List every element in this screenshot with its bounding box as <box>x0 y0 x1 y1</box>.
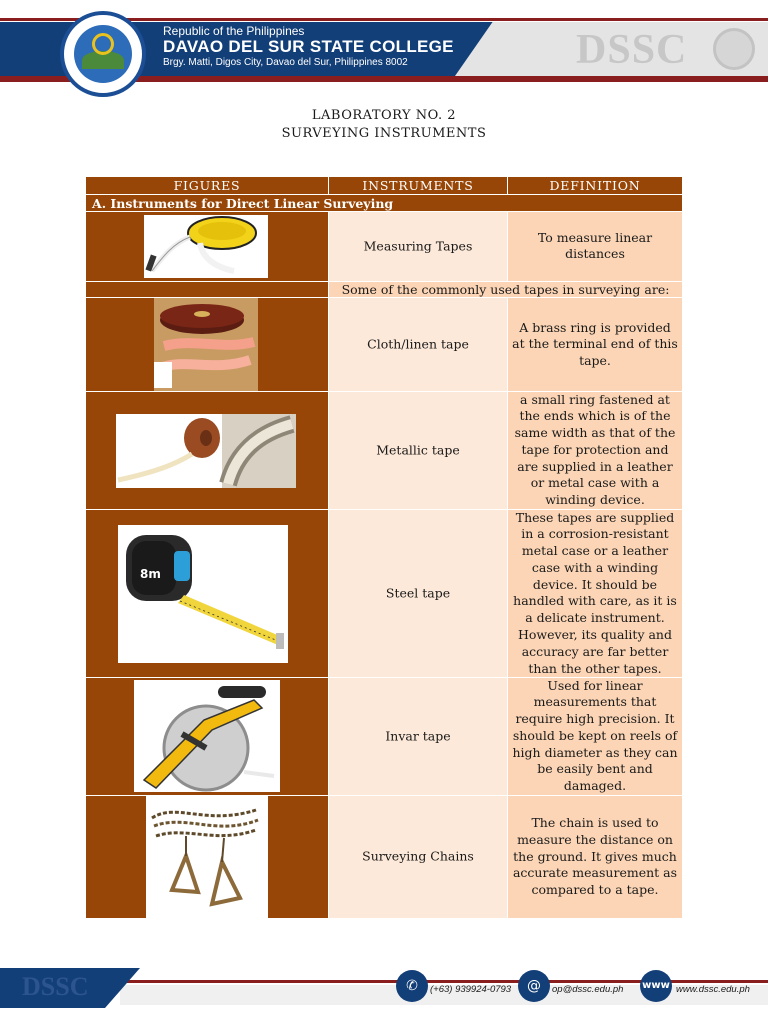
figure-cell <box>86 510 328 677</box>
logo-ring <box>92 33 114 55</box>
instrument-definition: Used for linear measurements that require high precision. It should be kept on reels of high diameter as they can be easily bent and damaged. <box>512 677 678 794</box>
tapes-note: Some of the commonly used tapes in surveying are: <box>329 282 682 297</box>
measuring-tape-photo <box>144 215 268 278</box>
figure-cell <box>86 212 328 281</box>
definition-cell <box>508 678 682 795</box>
invar-tape-photo <box>134 680 280 792</box>
figure-cell <box>86 796 328 918</box>
header-instruments: INSTRUMENTS <box>329 177 507 194</box>
republic-text: Republic of the Philippines <box>163 24 305 38</box>
college-logo <box>60 11 146 97</box>
table-row <box>86 212 682 281</box>
lab-number-title: LABORATORY NO. 2 <box>311 108 457 123</box>
instrument-name: Steel tape <box>385 585 451 601</box>
table-row <box>86 796 682 918</box>
figure-cell <box>86 298 328 391</box>
email-icon: @ <box>518 970 550 1002</box>
instrument-definition: A brass ring is provided at the terminal end of this tape. <box>512 319 678 368</box>
cloth-tape-photo <box>154 298 258 391</box>
instrument-definition: To measure linear distances <box>537 229 653 262</box>
definition-cell <box>508 796 682 918</box>
footer-website[interactable]: www.dssc.edu.ph <box>676 984 750 995</box>
steel-tape-photo <box>118 525 288 663</box>
footer-phone: (+63) 939924-0793 <box>430 984 512 995</box>
instrument-definition: These tapes are supplied in a corrosion-resistant metal case or a leather case with a winding device. It should be handled with care, as it is a delicate instrument. However, its quality and accuracy are far better than the other tapes. <box>513 509 677 676</box>
tape-8m-label: 8m <box>140 567 161 581</box>
table-row <box>86 510 682 677</box>
college-address: Brgy. Matti, Digos City, Davao del Sur, Philippines 8002 <box>163 57 408 68</box>
instrument-name: Metallic tape <box>376 442 460 458</box>
instrument-name: Surveying Chains <box>362 848 474 864</box>
table-row <box>86 298 682 391</box>
lab-subject-title: SURVEYING INSTRUMENTS <box>281 126 487 141</box>
instrument-cell <box>329 212 507 281</box>
figure-cell <box>86 392 328 509</box>
instrument-name: Invar tape <box>385 728 451 744</box>
instrument-cell <box>329 678 507 795</box>
header-figures: FIGURES <box>86 177 328 194</box>
definition-cell <box>508 510 682 677</box>
definition-cell <box>508 212 682 281</box>
dssc-watermark: DSSC <box>576 27 688 73</box>
table-row <box>86 392 682 509</box>
instrument-cell <box>329 392 507 509</box>
header-definition: DEFINITION <box>508 177 682 194</box>
instrument-definition: a small ring fastened at the ends which is of the same width as that of the tape for protection and are supplied in a leather or metal case with a winding device. <box>514 391 676 508</box>
definition-cell <box>508 392 682 509</box>
instrument-definition: The chain is used to measure the distance on the ground. It gives much accurate measurement as compared to a tape. <box>512 815 678 898</box>
footer-email[interactable]: op@dssc.edu.ph <box>552 984 624 995</box>
table-header-row <box>86 177 682 194</box>
figure-cell <box>86 282 328 297</box>
instrument-cell <box>329 298 507 391</box>
table-note-row <box>86 282 682 297</box>
phone-icon: ✆ <box>396 970 428 1002</box>
instrument-cell <box>329 796 507 918</box>
figure-cell <box>86 678 328 795</box>
table-row <box>86 678 682 795</box>
instrument-name: Measuring Tapes <box>363 238 473 254</box>
surveying-chain-photo <box>146 796 268 918</box>
college-name: DAVAO DEL SUR STATE COLLEGE <box>163 37 454 56</box>
instrument-cell <box>329 510 507 677</box>
college-seal <box>713 28 755 70</box>
section-heading: A. Instruments for Direct Linear Surveying <box>86 195 682 211</box>
definition-cell <box>508 298 682 391</box>
metallic-tape-photo <box>116 414 296 488</box>
letterhead <box>0 0 768 86</box>
footer-watermark: DSSC <box>22 972 89 1001</box>
web-icon: www <box>640 970 672 1002</box>
instrument-name: Cloth/linen tape <box>367 336 469 352</box>
